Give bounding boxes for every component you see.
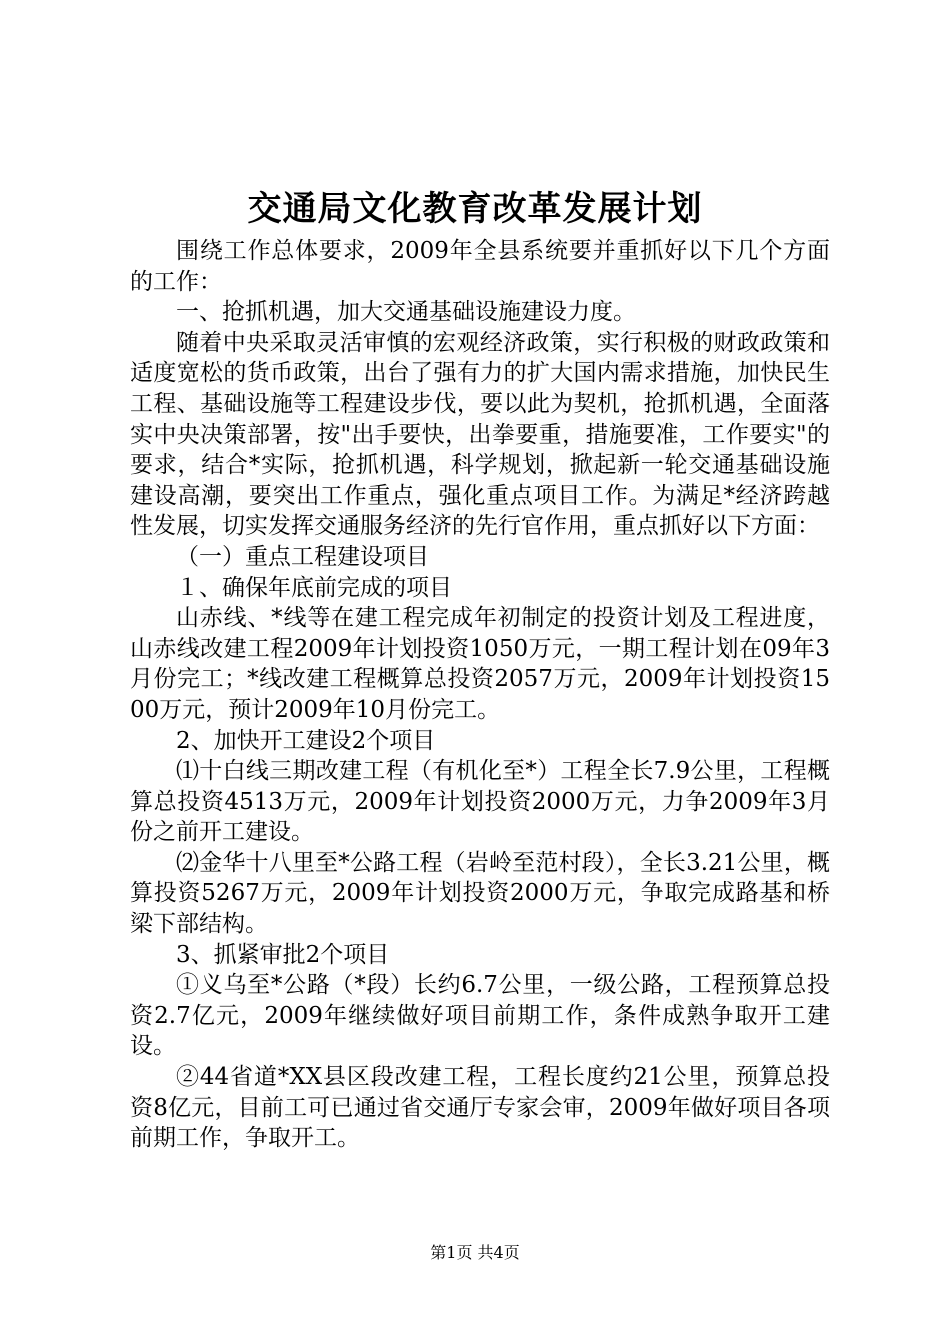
heading-key-projects: （一）重点工程建设项目 (176, 543, 429, 570)
heading-approval-projects: 3、抓紧审批2个项目 (176, 941, 390, 968)
heading-complete-projects: １、确保年底前完成的项目 (176, 574, 452, 601)
paragraph-background: 随着中央采取灵活审慎的宏观经济政策，实行积极的财政政策和适度宽松的货币政策，出台了强有力的扩大国内需求措施，加快民生工程、基础设施等工程建设步伐，要以此为契机，抢抓机遇，全面落实中央决策部署，按"出手要快，出拳要重，措施要准，工作要实"的要求，结合*实际，抢抓机遇，科学规划，掀起新一轮交通基础设施建设高潮，要突出工作重点，强化重点项目工作。为满足*经济跨越性发展，切实发挥交通服务经济的先行官作用，重点抓好以下方面： (130, 329, 830, 540)
page-footer: 第1页 共4页 (430, 1243, 520, 1262)
paragraph-provincial-road-44: ②44省道*XX县区段改建工程，工程长度约21公里，预算总投资8亿元，目前工可已通过省交通厅专家会审，2009年做好项目各项前期工作，争取开工。 (130, 1064, 830, 1152)
paragraph-jinhua-road: ⑵金华十八里至*公路工程（岩岭至范村段），全长3.21公里，概算投资5267万元，2009年计划投资2000万元，争取完成路基和桥梁下部结构。 (130, 849, 830, 938)
paragraph-yiwu-road: ①义乌至*公路（*段）长约6.7公里，一级公路，工程预算总投资2.7亿元，2009年继续做好项目前期工作，条件成熟争取开工建设。 (130, 972, 830, 1060)
paragraph-shibai-line: ⑴十白线三期改建工程（有机化至*）工程全长7.9公里，工程概算总投资4513万元，2009年计划投资2000万元，力争2009年3月份之前开工建设。 (130, 758, 830, 846)
paragraph-shanchi-line: 山赤线、*线等在建工程完成年初制定的投资计划及工程进度，山赤线改建工程2009年计划投资1050万元，一期工程计划在09年3月份完工；*线改建工程概算总投资2057万元，2009年计划投资1500万元，预计2009年10月份完工。 (130, 605, 830, 723)
heading-section-1: 一、抢抓机遇，加大交通基础设施建设力度。 (176, 299, 636, 326)
document-title: 交通局文化教育改革发展计划 (247, 189, 703, 229)
heading-start-projects: 2、加快开工建设2个项目 (176, 727, 436, 754)
document-body (130, 236, 830, 1154)
paragraph-intro: 围绕工作总体要求，2009年全县系统要并重抓好以下几个方面的工作： (130, 238, 830, 295)
